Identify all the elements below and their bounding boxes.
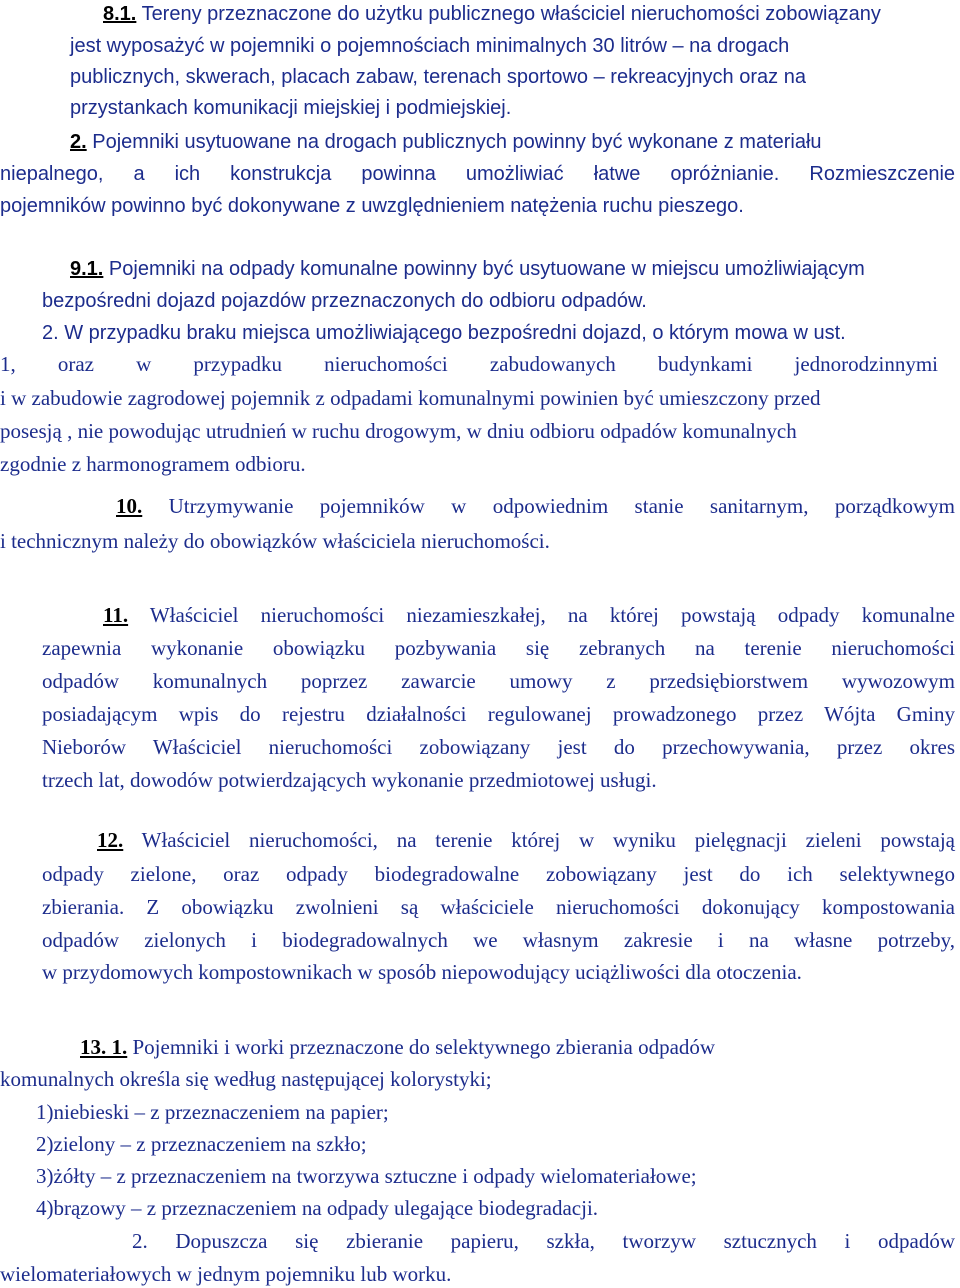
section-8-line-1	[103, 4, 881, 24]
section-8-number: 8.1.	[103, 3, 137, 25]
section-10-number: 10.	[116, 494, 143, 518]
section-13-line-2: komunalnych określa się według następującej kolorystyki;	[0, 1067, 492, 1091]
list-item: 3)żółty – z przeznaczeniem na tworzywa sztuczne i odpady wielomateriałowe;	[36, 1164, 697, 1188]
section-12-line-1	[97, 830, 955, 851]
section-8-line-2: jest wyposażyć w pojemniki o pojemnościach minimalnych 30 litrów – na drogach	[70, 35, 790, 57]
section-12-line-3: zbierania. Z obowiązku zwolnieni są właściciele nieruchomości dokonujący kompostowania	[42, 895, 955, 919]
section-11-number: 11.	[103, 603, 129, 627]
section-8-point-2-line-3: pojemników powinno być dokonywane z uwzględnieniem natężenia ruchu pieszego.	[0, 195, 744, 217]
section-13-point-2-line-1: 2. Dopuszcza się zbieranie papieru, szkła, tworzyw sztucznych i odpadów	[132, 1229, 955, 1253]
section-13-point-2-line-2: wielomateriałowych w jednym pojemniku lub worku.	[0, 1262, 452, 1286]
section-11-text: Właściciel nieruchomości niezamieszkałej, na której powstają odpady komunalne	[149, 603, 955, 627]
section-8-point-2-line-1	[70, 132, 822, 152]
section-8-point-2-line-2	[0, 164, 955, 184]
section-10-text: Utrzymywanie pojemników w odpowiednim stanie sanitarnym, porządkowym	[168, 494, 955, 518]
section-11-line-4: posiadającym wpis do rejestru działalności regulowanej prowadzonego przez Wójta Gminy	[42, 702, 955, 726]
section-8-point-2-line-2-text: niepalnego, a ich konstrukcja powinna umożliwiać łatwe opróżnianie.	[0, 163, 780, 185]
section-9-point-2-line-3: i w zabudowie zagrodowej pojemnik z odpadami komunalnymi powinien być umieszczony przed	[0, 386, 821, 410]
section-10-line-1	[116, 496, 955, 517]
section-9-point-2-line-1	[42, 323, 846, 343]
section-9-point-2-line-2: 1, oraz w przypadku nieruchomości zabudowanych budynkami jednorodzinnymi	[0, 352, 938, 376]
section-12-line-2: odpady zielone, oraz odpady biodegradowalne zobowiązany jest do ich selektywnego	[42, 862, 955, 886]
section-8-line-4: przystankach komunikacji miejskiej i podmiejskiej.	[70, 97, 512, 119]
section-12-line-5: w przydomowych kompostownikach w sposób niepowodujący uciążliwości dla otoczenia.	[42, 960, 802, 984]
section-8-line-3: publicznych, skwerach, placach zabaw, terenach sportowo – rekreacyjnych oraz na	[70, 66, 806, 88]
section-13-number: 13. 1.	[80, 1035, 128, 1059]
section-8-text: Tereny przeznaczone do użytku publicznego właściciel nieruchomości zobowiązany	[141, 3, 881, 25]
section-8-point-2-number: 2.	[70, 131, 87, 153]
list-item: 4)brązowy – z przeznaczeniem na odpady ulegające biodegradacji.	[36, 1196, 599, 1220]
section-12-line-4: odpadów zielonych i biodegradowalnych we własnym zakresie i na własne potrzeby,	[42, 928, 955, 952]
section-9-point-2-line-5: zgodnie z harmonogramem odbioru.	[0, 452, 306, 476]
list-item: 2)zielony – z przeznaczeniem na szkło;	[36, 1132, 367, 1156]
section-11-line-5: Nieborów Właściciel nieruchomości zobowiązany jest do przechowywania, przez okres	[42, 735, 955, 759]
section-9-text: Pojemniki na odpady komunalne powinny być usytuowane w miejscu umożliwiającym	[108, 258, 865, 280]
section-10-line-2: i technicznym należy do obowiązków właściciela nieruchomości.	[0, 529, 550, 553]
list-item: 1)niebieski – z przeznaczeniem na papier;	[36, 1100, 389, 1124]
section-11-line-1	[103, 605, 955, 626]
section-13-text: Pojemniki i worki przeznaczone do selektywnego zbierania odpadów	[132, 1035, 716, 1059]
section-13-line-1	[80, 1037, 715, 1058]
section-9-line-2: bezpośredni dojazd pojazdów przeznaczonych do odbioru odpadów.	[42, 290, 647, 312]
section-12-text: Właściciel nieruchomości, na terenie której w wyniku pielęgnacji zieleni powstają	[141, 828, 955, 852]
section-9-line-1	[70, 259, 865, 279]
section-8-point-2-text: Pojemniki usytuowane na drogach publicznych powinny być wykonane z materiału	[92, 131, 822, 153]
section-11-line-6: trzech lat, dowodów potwierdzających wykonanie przedmiotowej usługi.	[42, 768, 657, 792]
section-9-number: 9.1.	[70, 258, 104, 280]
section-11-line-3: odpadów komunalnych poprzez zawarcie umowy z przedsiębiorstwem wywozowym	[42, 669, 955, 693]
section-9-point-2-line-4: posesją , nie powodując utrudnień w ruchu drogowym, w dniu odbioru odpadów komunalnych	[0, 419, 797, 443]
section-12-number: 12.	[97, 828, 124, 852]
section-9-point-2-number: 2.	[42, 322, 59, 344]
section-9-point-2-text: W przypadku braku miejsca umożliwiającego bezpośredni dojazd, o którym mowa w ust.	[64, 322, 846, 344]
section-11-line-2: zapewnia wykonanie obowiązku pozbywania się zebranych na terenie nieruchomości	[42, 636, 955, 660]
section-8-point-2-line-2-tail: Rozmieszczenie	[809, 163, 956, 185]
